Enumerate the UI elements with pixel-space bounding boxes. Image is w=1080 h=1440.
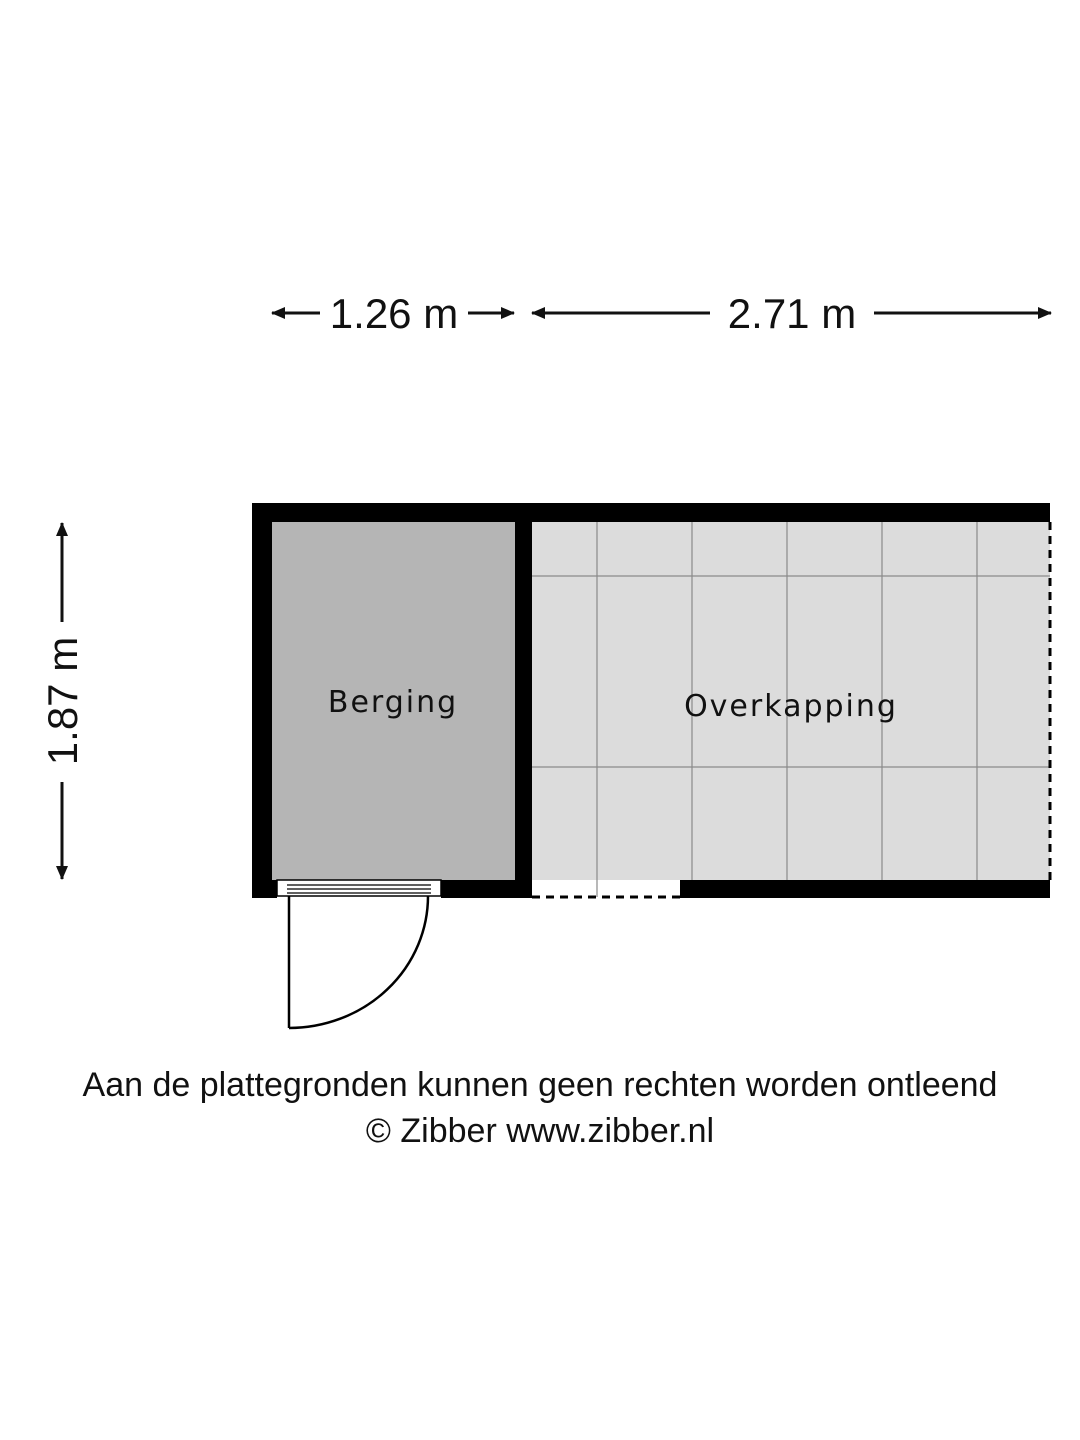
wall-bottom-left — [252, 880, 277, 898]
door — [277, 880, 441, 1028]
dimension-width-right — [532, 290, 1051, 337]
dimension-depth-label: 1.87 m — [39, 636, 86, 766]
dimension-width-left-label: 1.26 m — [329, 290, 459, 337]
wall-top — [252, 503, 1050, 522]
dimension-width-right-label: 2.71 m — [727, 290, 857, 337]
disclaimer-text: Aan de plattegronden kunnen geen rechten worden ontleend — [82, 1066, 998, 1104]
room-label-canopy: Overkapping — [684, 689, 898, 724]
dimension-depth — [39, 523, 86, 879]
dimension-width-left — [272, 290, 514, 337]
wall-left — [252, 503, 272, 898]
wall-divider — [515, 503, 532, 898]
wall-bottom-middle — [441, 880, 532, 898]
copyright-text: © Zibber www.zibber.nl — [365, 1112, 715, 1150]
room-label-storage: Berging — [327, 685, 459, 720]
wall-bottom-right — [680, 880, 1050, 898]
